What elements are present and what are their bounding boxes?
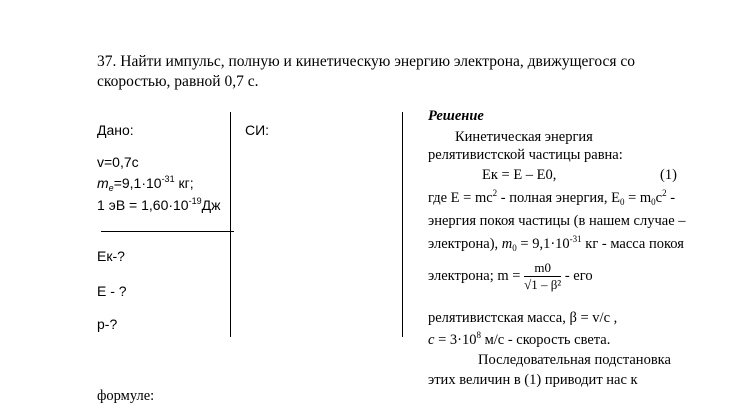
solution-line-2: релятивистской частицы равна: bbox=[428, 147, 623, 163]
problem-text-line1: Найти импульс, полную и кинетическую энергию электрона, движущегося со bbox=[120, 53, 636, 70]
problem-number: 37. bbox=[97, 53, 117, 70]
si-header: СИ: bbox=[245, 122, 270, 138]
problem-text-line2: скоростью, равной 0,7 с. bbox=[97, 73, 259, 90]
solution-line-4: где $E = mc^2$ - полная энергия, $E_0 = m_0c^2$ - bbox=[428, 188, 676, 207]
solution-line-10: Последовательная подстановка bbox=[478, 352, 671, 368]
solution-line-8: релятивистская масса, β = v/c , bbox=[428, 310, 618, 326]
given-electronvolt: 1 эВ = $1,60\cdot 10^{-19}Дж$ bbox=[97, 196, 221, 213]
solution-line-6: электрона), $m_0 = 9,1\cdot 10^{-31}$ кг - масса покоя bbox=[428, 234, 684, 253]
given-divider-horizontal bbox=[101, 231, 234, 232]
solution-divider-vertical bbox=[402, 112, 403, 337]
given-velocity: v=0,7c bbox=[97, 154, 139, 170]
find-momentum: p-? bbox=[97, 316, 118, 332]
given-header: Дано: bbox=[97, 122, 134, 138]
solution-title: Решение bbox=[428, 108, 484, 124]
relativistic-mass-fraction: $\frac{m0}{\text{√1 – β²}}$ bbox=[524, 260, 562, 292]
find-total-energy: E - ? bbox=[97, 283, 127, 299]
find-kinetic-energy: Eк-? bbox=[97, 248, 125, 264]
given-electron-mass: $m_e=9,1\cdot 10^{-31}$ кг; bbox=[97, 174, 194, 193]
solution-line-11: этих величин в (1) приводит нас к bbox=[428, 372, 638, 388]
problem-statement bbox=[97, 52, 635, 92]
solution-line-9: $c = 3\cdot 10^8$ м/с - скорость света. bbox=[428, 330, 611, 348]
formula-word: формуле: bbox=[97, 388, 155, 404]
equation-1: Eк = E – E0, bbox=[482, 167, 557, 183]
given-divider-vertical bbox=[230, 112, 231, 337]
solution-line-5: энергия покоя частицы (в нашем случае – bbox=[428, 213, 686, 229]
solution-line-7: электрона; m = $\frac{m0}{\text{√1 – β²}}$ - его bbox=[428, 260, 593, 292]
equation-1-number: (1) bbox=[660, 167, 677, 183]
solution-line-1: Кинетическая энергия bbox=[455, 129, 593, 145]
